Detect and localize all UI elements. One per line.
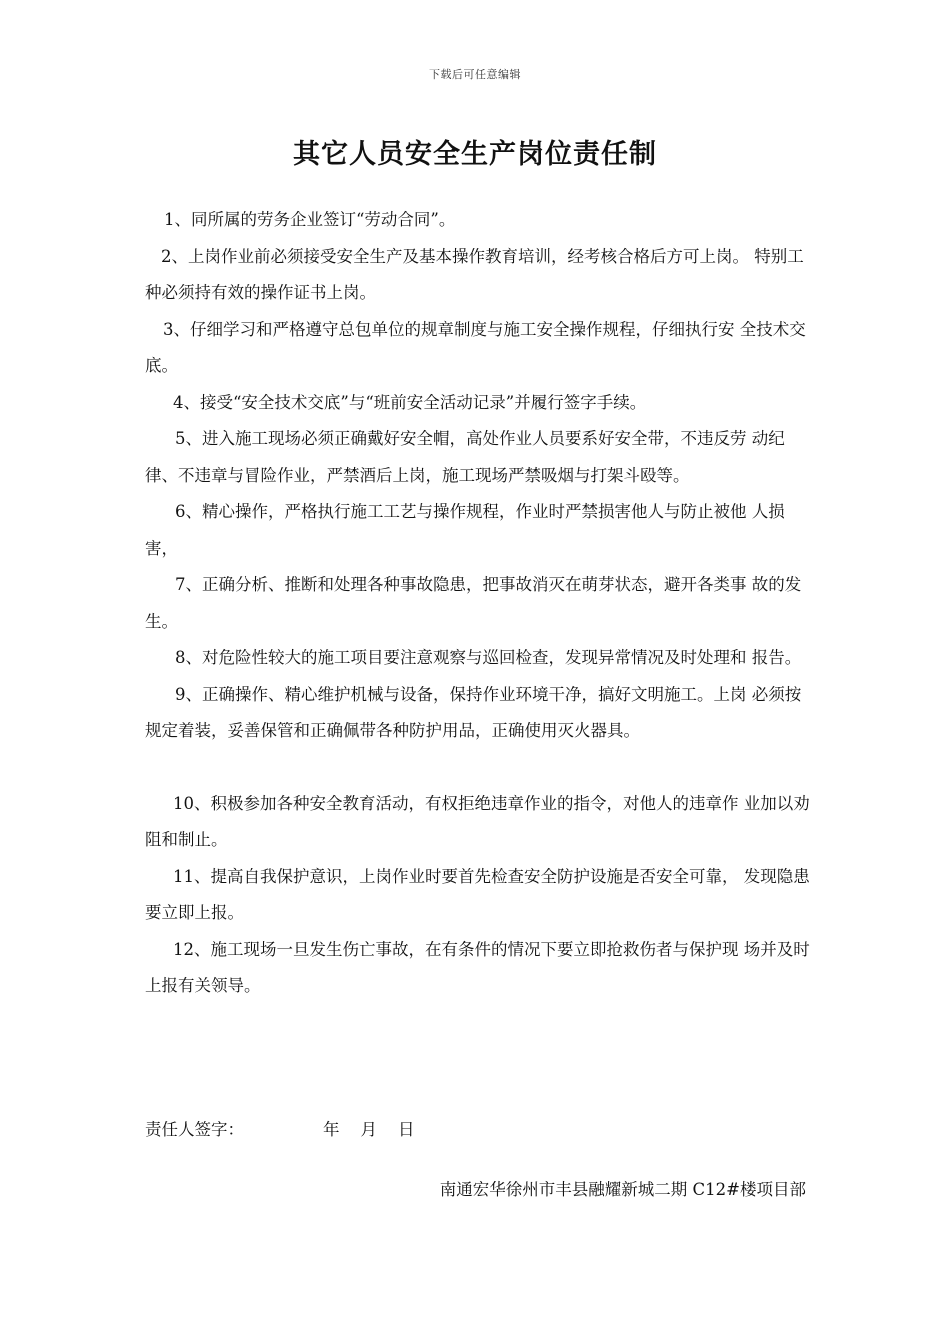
document-body bbox=[145, 202, 817, 1005]
clause-2: 2、上岗作业前必须接受安全生产及基本操作教育培训，经考核合格后方可上岗。 特别工种必须持有效的操作证书上岗。 bbox=[145, 246, 804, 302]
clause-5: 5、进入施工现场必须正确戴好安全帽，高处作业人员要系好安全带，不违反劳 动纪律、不违章与冒险作业，严禁酒后上岗，施工现场严禁吸烟与打架斗殴等。 bbox=[145, 429, 785, 485]
clause-8: 8、对危险性较大的施工项目要注意观察与巡回检查，发现异常情况及时处理和 报告。 bbox=[175, 648, 802, 667]
clause-6: 6、精心操作，严格执行施工工艺与操作规程，作业时严禁损害他人与防止被他 人损害， bbox=[145, 502, 785, 558]
clause-1: 1、同所属的劳务企业签订“劳动合同”。 bbox=[164, 210, 456, 229]
clause-3: 3、仔细学习和严格遵守总包单位的规章制度与施工安全操作规程，仔细执行安 全技术交底。 bbox=[145, 319, 806, 375]
header-note: 下载后可任意编辑 bbox=[429, 68, 521, 81]
document-title: 其它人员安全生产岗位责任制 bbox=[293, 139, 657, 170]
clause-12: 12、施工现场一旦发生伤亡事故，在有条件的情况下要立即抢救伤者与保护现 场并及时上报有关领导。 bbox=[145, 939, 810, 995]
signature-date: 年 月 日 bbox=[323, 1120, 415, 1139]
clause-11: 11、提高自我保护意识，上岗作业时要首先检查安全防护设施是否安全可靠， 发现隐患要立即上报。 bbox=[145, 866, 810, 922]
signature-label: 责任人签字： bbox=[145, 1120, 244, 1139]
clause-4: 4、接受“安全技术交底”与“班前安全活动记录”并履行签字手续。 bbox=[173, 392, 647, 412]
clause-9: 9、正确操作、精心维护机械与设备，保持作业环境干净，搞好文明施工。上岗 必须按规定着装，妥善保管和正确佩带各种防护用品，正确使用灭火器具。 bbox=[145, 684, 802, 740]
clause-10: 10、积极参加各种安全教育活动，有权拒绝违章作业的指令，对他人的违章作 业加以劝阻和制止。 bbox=[145, 793, 810, 849]
organization-name: 南通宏华徐州市丰县融耀新城二期 C12#楼项目部 bbox=[439, 1180, 806, 1199]
signature-line bbox=[145, 1116, 414, 1140]
clause-7: 7、正确分析、推断和处理各种事故隐患，把事故消灭在萌芽状态，避开各类事 故的发生。 bbox=[145, 575, 802, 631]
